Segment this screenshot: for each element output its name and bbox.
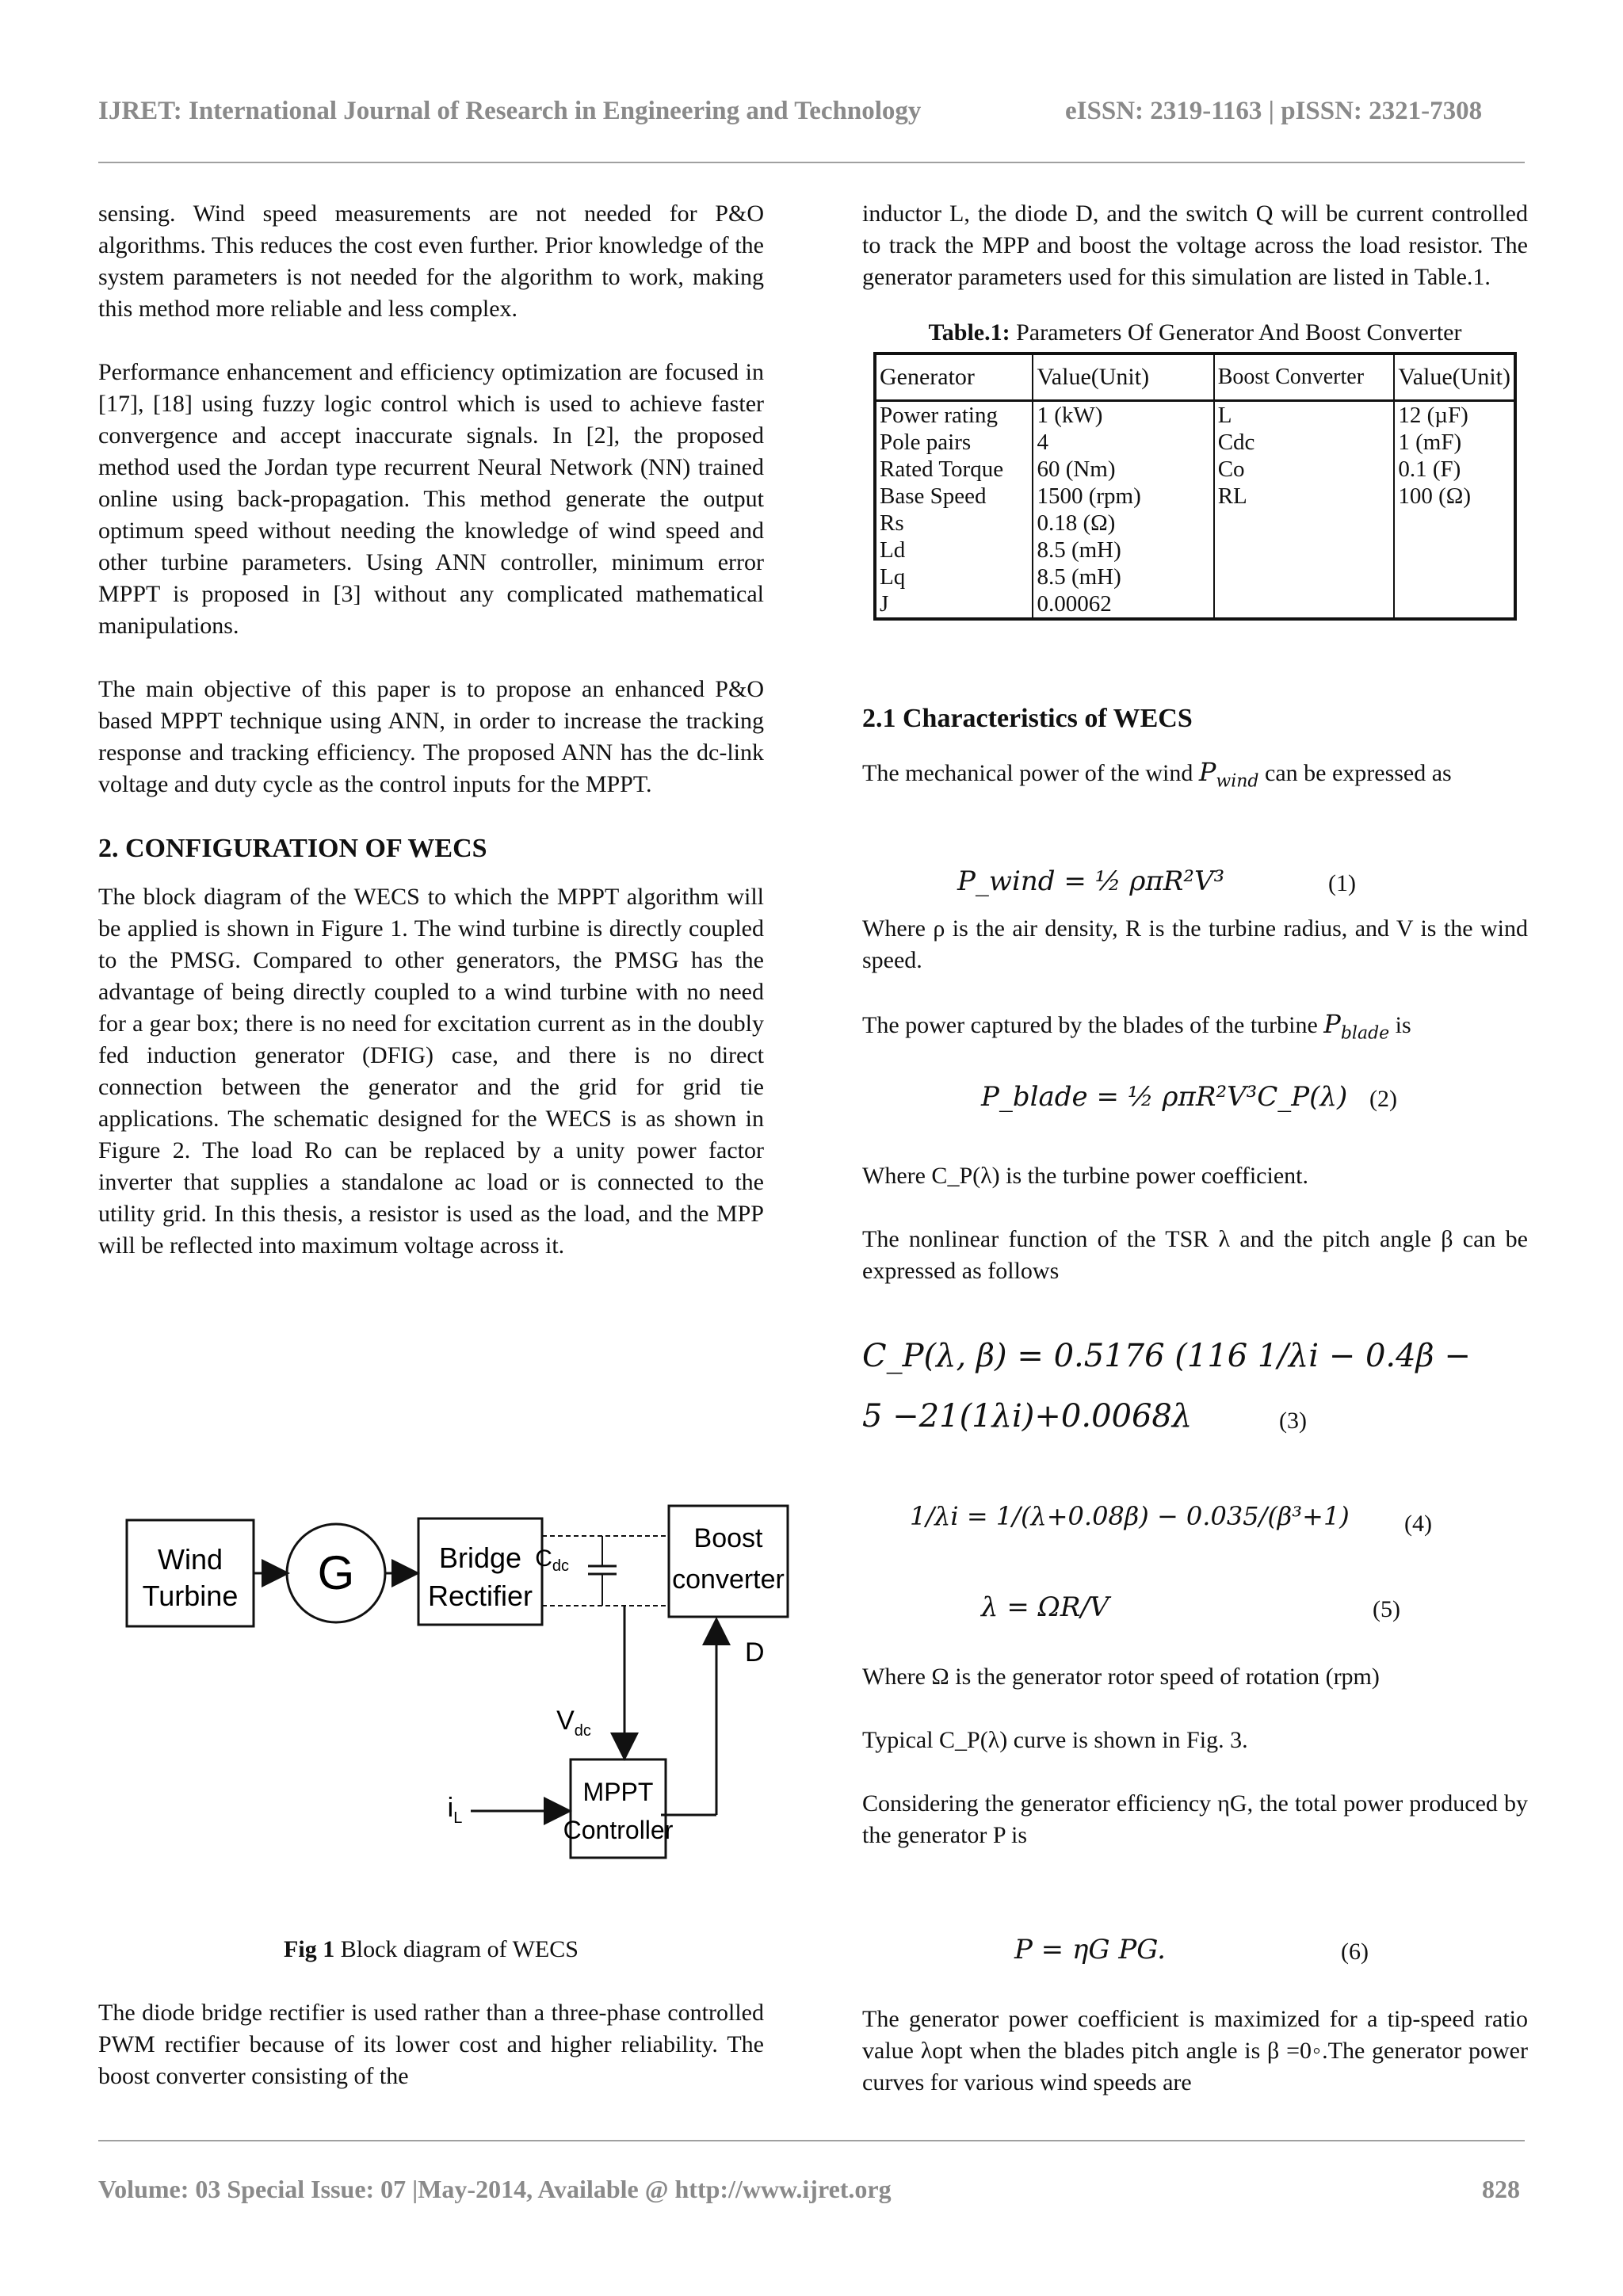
table-header: Value(Unit) [1394, 353, 1515, 401]
bridge-label-2: Rectifier [427, 1580, 533, 1612]
table-row: J 0.00062 [875, 590, 1515, 619]
generator-label: G [317, 1546, 355, 1599]
journal-header: IJRET: International Journal of Research in Engineering and Technology [98, 97, 922, 125]
mppt-label-2: Controller [563, 1816, 674, 1844]
right-text-block [862, 1661, 1528, 1883]
equation-number: (1) [1328, 870, 1356, 896]
paragraph: Where C_P(λ) is the turbine power coefficient. [862, 1163, 1308, 1189]
boost-converter-block [669, 1506, 788, 1617]
right-column-lower [862, 702, 1528, 797]
boost-label-2: converter [672, 1564, 785, 1595]
paragraph: inductor L, the diode D, and the switch Q will be current controlled to track the MPP and boost the voltage across the load resistor. The generator parameters used for this simulation are listed in Table.1. [862, 201, 1528, 290]
left-column-bottom [98, 1934, 764, 2124]
equation-6: P = ηG PG. [1014, 1934, 1166, 1966]
parameters-table [873, 352, 1517, 621]
equation-1: P_wind = ½ ρπR²V³ [957, 865, 1225, 897]
paragraph: sensing. Wind speed measurements are not needed for P&O algorithms. This reduces the cost even further. Prior knowledge of the system parameters is not needed for the algorithm to work, making this method more reliable and less complex. [98, 201, 764, 322]
paragraph: Performance enhancement and efficiency optimization are focused in [17], [18] using fuzzy logic control which is used to achieve faster convergence and accept inaccurate signals. In [2], the proposed method used the Jordan type recurrent Neural Network (NN) trained online using back-propagation. This method generate the output optimum speed without needing the knowledge of wind speed and other turbine parameters. Using ANN controller, minimum error MPPT is proposed in [3] without any complicated mathematical manipulations. [98, 359, 764, 639]
issn-header: eISSN: 2319-1163 | pISSN: 2321-7308 [1065, 97, 1483, 125]
wind-turbine-label-1: Wind [157, 1543, 223, 1576]
equation-number: (5) [1373, 1596, 1400, 1622]
il-label: $i_L$ [447, 1793, 463, 1827]
paragraph: Where Ω is the generator rotor speed of rotation (rpm) [862, 1664, 1380, 1690]
paragraph: Considering the generator efficiency ηG, the total power produced by the generator P is [862, 1790, 1528, 1848]
page-number: 828 [1482, 2175, 1520, 2203]
right-text-block [862, 2004, 1528, 2130]
equation-number: (3) [1279, 1408, 1307, 1434]
wind-turbine-label-2: Turbine [142, 1580, 239, 1612]
left-column [98, 198, 764, 1293]
section-heading: 2. CONFIGURATION OF WECS [98, 834, 487, 863]
paragraph: The diode bridge rectifier is used rather than a three-phase controlled PWM rectifier because of its lower cost and higher reliability. The boost converter consisting of the [98, 2000, 764, 2089]
paragraph: The block diagram of the WECS to which the MPPT algorithm will be applied is shown in Figure 1. The wind turbine is directly coupled to the PMSG. Compared to other generators, the PMSG has the advantage of being directly coupled to a wind turbine with no need for a gear box; there is no need for excitation current as in the doubly fed induction generator (DFIG) case, and there is no direct connection between the generator and the grid for grid tie applications. The schematic designed for the WECS is as shown in Figure 2. The load Ro can be replaced by a unity power factor inverter that supplies a standalone ac load or is connected to the utility grid. In this thesis, a resistor is used as the load, and the MPP will be reflected into maximum voltage across it. [98, 884, 764, 1259]
equation-number: (2) [1369, 1086, 1397, 1112]
paragraph: The nonlinear function of the TSR λ and the pitch angle β can be expressed as follows [862, 1226, 1528, 1284]
duty-cycle-label: D [745, 1637, 765, 1668]
right-text-block [862, 1160, 1528, 1319]
equation-3a: C_P(λ, β) = 0.5176 (116 1/λi − 0.4β − [862, 1338, 1471, 1374]
table-header: Generator [875, 353, 1033, 401]
equation-3b: 5 −21(1λi)+0.0068λ [862, 1398, 1193, 1435]
paragraph: The mechanical power of the wind $P_{wind}$ can be expressed as [862, 757, 1452, 792]
mppt-label-1: MPPT [582, 1778, 654, 1806]
boost-label-1: Boost [693, 1523, 763, 1553]
table-row: Lq 8.5 (mH) [875, 563, 1515, 590]
footer-rule [98, 2140, 1525, 2141]
table-row: Rated Torque 60 (Nm) Co 0.1 (F) [875, 456, 1515, 483]
table-row: Power rating 1 (kW) L 12 (µF) [875, 401, 1515, 430]
header-rule [98, 162, 1525, 163]
block-diagram-figure [98, 1490, 785, 1902]
paragraph: The main objective of this paper is to propose an enhanced P&O based MPPT technique using ANN, in order to increase the tracking response and tracking efficiency. The proposed ANN has the dc-link voltage and duty cycle as the control inputs for the MPPT. [98, 676, 764, 797]
table-header: Value(Unit) [1033, 353, 1213, 401]
paragraph: The generator power coefficient is maximized for a tip-speed ratio value λopt when the blades pitch angle is β =0◦.The generator power curves for various wind speeds are [862, 2006, 1528, 2095]
equation-number: (6) [1341, 1939, 1369, 1965]
table-row: Pole pairs 4 Cdc 1 (mF) [875, 429, 1515, 456]
equation-4: 1/λi = 1/(λ+0.08β) − 0.035/(β³+1) [910, 1501, 1350, 1531]
table-header: Boost Converter [1214, 353, 1395, 401]
equation-5: λ = ΩR/V [981, 1591, 1109, 1623]
right-text-block [862, 913, 1528, 1049]
subsection-heading: 2.1 Characteristics of WECS [862, 704, 1193, 733]
footer-volume: Volume: 03 Special Issue: 07 |May-2014, Available @ http://www.ijret.org [98, 2175, 892, 2203]
equation-number: (4) [1404, 1511, 1432, 1537]
table-row: Rs 0.18 (Ω) [875, 510, 1515, 537]
right-column [862, 198, 1528, 621]
table-row: Base Speed 1500 (rpm) RL 100 (Ω) [875, 483, 1515, 510]
vdc-label: $V_{dc}$ [556, 1706, 591, 1740]
figure-caption: Fig 1 Block diagram of WECS [284, 1936, 579, 1962]
paragraph: Where ρ is the air density, R is the turbine radius, and V is the wind speed. [862, 915, 1528, 973]
equation-2: P_blade = ½ ρπR²V³C_P(λ) [981, 1081, 1348, 1113]
paragraph: Typical C_P(λ) curve is shown in Fig. 3. [862, 1727, 1248, 1753]
table-row: Ld 8.5 (mH) [875, 537, 1515, 563]
bridge-label-1: Bridge [438, 1541, 522, 1574]
table-caption: Table.1: Parameters Of Generator And Boost Converter [928, 319, 1462, 346]
cdc-label: $C_{dc}$ [535, 1545, 569, 1575]
paragraph: The power captured by the blades of the turbine $P_{blade}$ is [862, 1009, 1411, 1044]
